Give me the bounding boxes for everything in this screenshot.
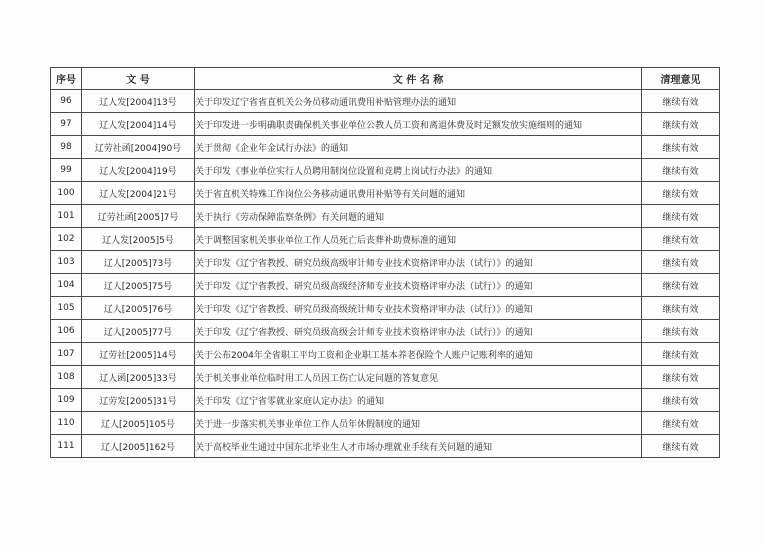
cell-status: 继续有效 [642, 343, 720, 366]
cell-status: 继续有效 [642, 159, 720, 182]
cell-status: 继续有效 [642, 435, 720, 458]
cell-seq: 111 [51, 435, 82, 458]
cell-seq: 109 [51, 389, 82, 412]
cell-seq: 105 [51, 297, 82, 320]
cell-status: 继续有效 [642, 274, 720, 297]
header-seq: 序号 [51, 68, 82, 90]
cell-seq: 106 [51, 320, 82, 343]
cell-status: 继续有效 [642, 205, 720, 228]
cell-title: 关于公布2004年全省职工平均工资和企业职工基本养老保险个人账户记账利率的通知 [195, 343, 642, 366]
cell-title: 关于印发《辽宁省教授、研究员级高级会计师专业技术资格评审办法（试行）》的通知 [195, 320, 642, 343]
table-row [51, 343, 720, 366]
document-table [50, 67, 720, 458]
cell-title: 关于印发辽宁省省直机关公务员移动通讯费用补贴管理办法的通知 [195, 90, 642, 113]
cell-doc-no: 辽人[2005]75号 [82, 274, 195, 297]
cell-doc-no: 辽人[2005]162号 [82, 435, 195, 458]
cell-title: 关于调整国家机关事业单位工作人员死亡后丧葬补助费标准的通知 [195, 228, 642, 251]
cell-doc-no: 辽劳社函[2004]90号 [82, 136, 195, 159]
cell-seq: 110 [51, 412, 82, 435]
cell-seq: 103 [51, 251, 82, 274]
cell-status: 继续有效 [642, 228, 720, 251]
cell-title: 关于高校毕业生通过中国东北毕业生人才市场办理就业手续有关问题的通知 [195, 435, 642, 458]
table-row [51, 205, 720, 228]
table-row [51, 90, 720, 113]
cell-seq: 97 [51, 113, 82, 136]
cell-status: 继续有效 [642, 320, 720, 343]
cell-seq: 100 [51, 182, 82, 205]
table-row [51, 182, 720, 205]
table-body [51, 90, 720, 458]
cell-title: 关于印发《辽宁省教授、研究员级高级统计师专业技术资格评审办法（试行）》的通知 [195, 297, 642, 320]
cell-title: 关于印发进一步明确职责确保机关事业单位公教人员工资和离退休费及时足额发放实施细则的通知 [195, 113, 642, 136]
cell-seq: 101 [51, 205, 82, 228]
cell-doc-no: 辽人发[2004]13号 [82, 90, 195, 113]
cell-status: 继续有效 [642, 182, 720, 205]
table-row [51, 366, 720, 389]
cell-title: 关于执行《劳动保障监察条例》有关问题的通知 [195, 205, 642, 228]
header-title: 文 件 名 称 [195, 68, 642, 90]
cell-doc-no: 辽人发[2005]5号 [82, 228, 195, 251]
table-row [51, 159, 720, 182]
table-row [51, 113, 720, 136]
table-row [51, 320, 720, 343]
cell-status: 继续有效 [642, 251, 720, 274]
cell-doc-no: 辽劳发[2005]31号 [82, 389, 195, 412]
cell-status: 继续有效 [642, 90, 720, 113]
table-row [51, 136, 720, 159]
table-row [51, 297, 720, 320]
header-status: 清理意见 [642, 68, 720, 90]
cell-doc-no: 辽人[2005]73号 [82, 251, 195, 274]
cell-doc-no: 辽劳社[2005]14号 [82, 343, 195, 366]
cell-status: 继续有效 [642, 136, 720, 159]
cell-seq: 96 [51, 90, 82, 113]
table-row [51, 435, 720, 458]
cell-status: 继续有效 [642, 412, 720, 435]
cell-doc-no: 辽人函[2005]33号 [82, 366, 195, 389]
header-doc-no: 文 号 [82, 68, 195, 90]
cell-doc-no: 辽人[2005]76号 [82, 297, 195, 320]
cell-title: 关于印发《事业单位实行人员聘用制岗位设置和竞聘上岗试行办法》的通知 [195, 159, 642, 182]
cell-status: 继续有效 [642, 113, 720, 136]
cell-doc-no: 辽劳社函[2005]7号 [82, 205, 195, 228]
cell-title: 关于省直机关特殊工作岗位公务移动通讯费用补贴等有关问题的通知 [195, 182, 642, 205]
cell-seq: 104 [51, 274, 82, 297]
cell-doc-no: 辽人发[2004]19号 [82, 159, 195, 182]
cell-doc-no: 辽人[2005]105号 [82, 412, 195, 435]
cell-doc-no: 辽人发[2004]21号 [82, 182, 195, 205]
cell-seq: 99 [51, 159, 82, 182]
cell-title: 关于印发《辽宁省教授、研究员级高级经济师专业技术资格评审办法（试行）》的通知 [195, 274, 642, 297]
table-row [51, 251, 720, 274]
cell-title: 关于印发《辽宁省零就业家庭认定办法》的通知 [195, 389, 642, 412]
cell-seq: 108 [51, 366, 82, 389]
cell-status: 继续有效 [642, 366, 720, 389]
table-row [51, 274, 720, 297]
cell-status: 继续有效 [642, 297, 720, 320]
cell-seq: 107 [51, 343, 82, 366]
cell-seq: 98 [51, 136, 82, 159]
cell-title: 关于进一步落实机关事业单位工作人员年休假制度的通知 [195, 412, 642, 435]
cell-title: 关于贯彻《企业年金试行办法》的通知 [195, 136, 642, 159]
table-row [51, 389, 720, 412]
table-header-row [51, 68, 720, 90]
cell-doc-no: 辽人发[2004]14号 [82, 113, 195, 136]
cell-title: 关于印发《辽宁省教授、研究员级高级审计师专业技术资格评审办法（试行）》的通知 [195, 251, 642, 274]
cell-doc-no: 辽人[2005]77号 [82, 320, 195, 343]
table-row [51, 228, 720, 251]
cell-seq: 102 [51, 228, 82, 251]
cell-status: 继续有效 [642, 389, 720, 412]
table-row [51, 412, 720, 435]
cell-title: 关于机关事业单位临时用工人员因工伤亡认定问题的答复意见 [195, 366, 642, 389]
